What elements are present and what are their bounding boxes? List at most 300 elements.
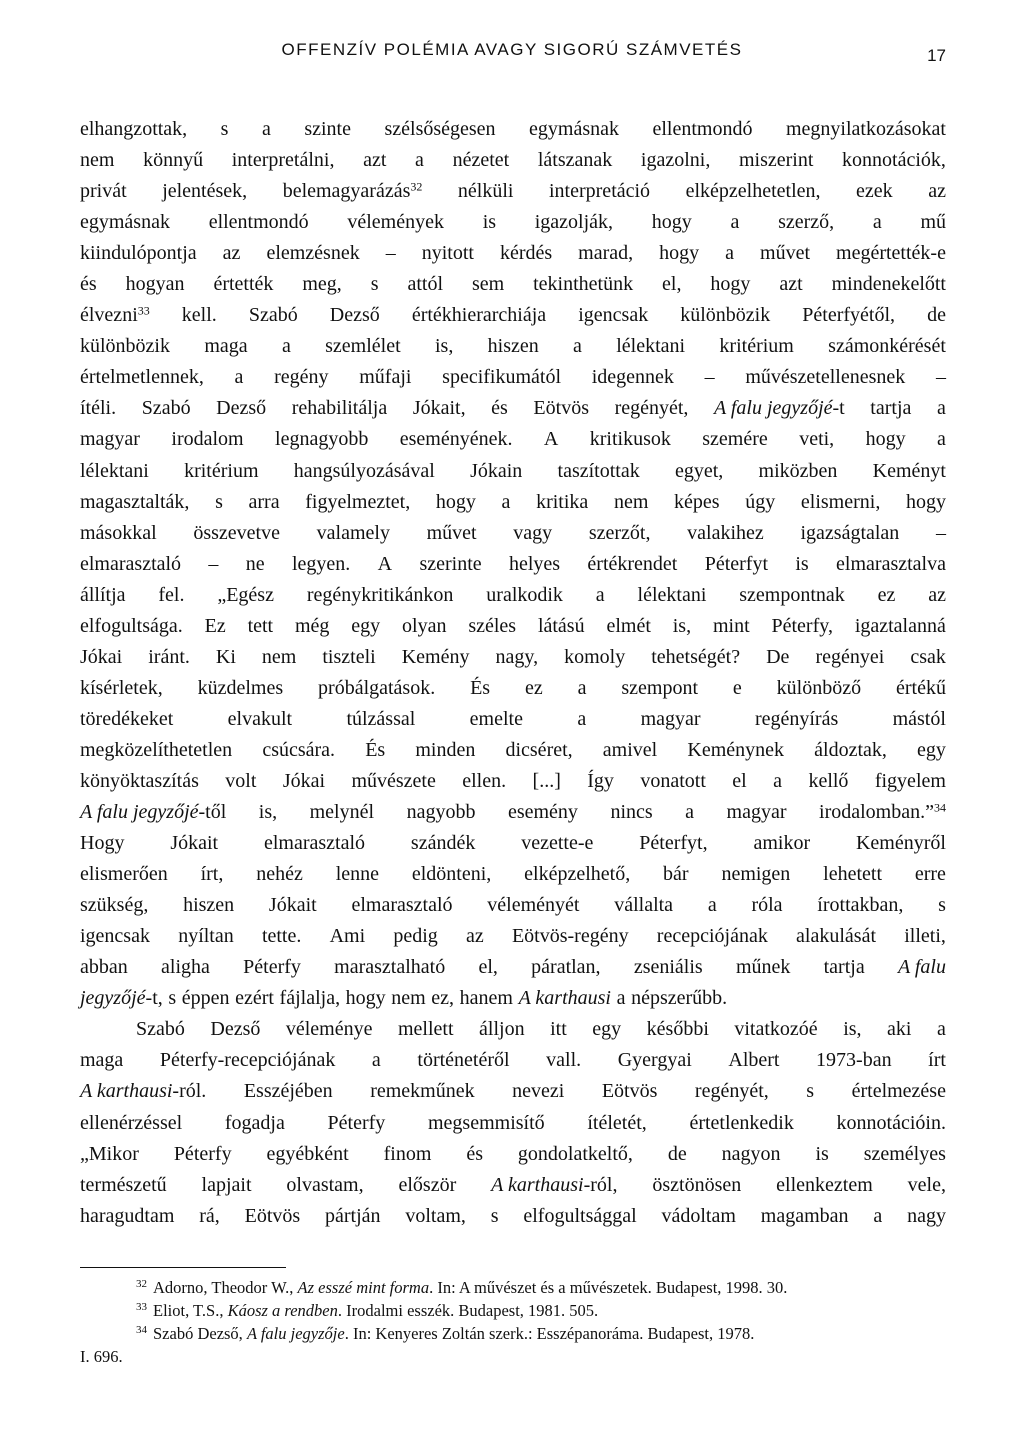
word: ez xyxy=(877,583,896,606)
text-line xyxy=(80,983,946,1014)
word: igaztalanná xyxy=(854,614,946,637)
word: álljon xyxy=(479,1018,525,1041)
word: Dezső xyxy=(210,1018,261,1041)
word: fogadja xyxy=(224,1111,285,1134)
word: rá, xyxy=(199,1204,220,1227)
word: volt xyxy=(225,769,257,792)
word: széles xyxy=(468,614,517,637)
word: regénykritikánkon xyxy=(306,583,454,606)
word: irodalom xyxy=(171,428,244,451)
word: ösztönösen xyxy=(652,1173,742,1196)
text-line xyxy=(80,362,946,393)
word: el, xyxy=(478,956,498,979)
body-text xyxy=(80,114,946,1232)
word: „Mikor xyxy=(80,1142,139,1165)
word: értékrendet xyxy=(587,552,678,575)
text-line xyxy=(80,890,946,921)
word: amivel xyxy=(602,738,658,761)
word: próbálgatások. xyxy=(318,676,436,699)
word: hogy xyxy=(345,987,386,1010)
word: tekinthetünk xyxy=(533,273,634,296)
word: s xyxy=(490,1204,499,1227)
word: műfaji xyxy=(359,366,412,389)
word: és xyxy=(466,1142,483,1165)
text-line xyxy=(80,642,946,673)
word: – xyxy=(704,366,715,389)
text-line xyxy=(80,1014,946,1045)
word: ez, xyxy=(431,987,455,1010)
word: a xyxy=(573,335,582,358)
word: véleményét xyxy=(487,894,580,917)
word: elmarasztaló xyxy=(351,894,453,917)
italic-title: A falu jegyzőjé xyxy=(714,397,833,420)
italic-title: A falu jegyzőjé xyxy=(80,801,199,824)
word: későbbi xyxy=(646,1018,709,1041)
word: ellen. xyxy=(462,769,507,792)
word: kritikusok xyxy=(589,428,671,451)
word: is xyxy=(815,1142,829,1165)
word: a xyxy=(595,583,605,606)
word: állítja xyxy=(80,583,126,606)
word: miszerint xyxy=(738,149,814,172)
word: túlzással xyxy=(346,707,416,730)
word: látású xyxy=(537,614,585,637)
word: igazolni, xyxy=(640,149,711,172)
word: művészetellenesnek xyxy=(745,366,906,389)
word: Péterfy, xyxy=(771,614,833,637)
word: finom xyxy=(383,1142,432,1165)
word: valamely xyxy=(316,521,390,544)
word: regényét, xyxy=(614,397,689,420)
word: tiszteli xyxy=(322,645,376,668)
word: konnotációk, xyxy=(842,149,946,172)
word: szempontnak xyxy=(739,583,845,606)
text-line xyxy=(80,704,946,735)
italic-title: A karthausi xyxy=(518,987,611,1010)
word: csúcsára. xyxy=(262,738,336,761)
word: idegennek xyxy=(591,366,674,389)
italic-title: A karthausi xyxy=(491,1173,584,1196)
word: másokkal xyxy=(80,521,157,544)
word: elemzésnek xyxy=(266,242,360,265)
word: csak xyxy=(910,645,946,668)
word: elmarasztaló xyxy=(263,832,366,855)
word: művészete xyxy=(351,769,436,792)
word: szerinte xyxy=(419,552,482,575)
word: Ami xyxy=(329,925,366,948)
word: kritika xyxy=(536,490,589,513)
word: belemagyarázás$^{32}$ xyxy=(282,179,423,203)
word: valakihez xyxy=(687,521,764,544)
text-line xyxy=(80,176,946,207)
word: lenne xyxy=(335,863,380,886)
word: elképzelhető, xyxy=(524,863,631,886)
word: Szabó xyxy=(136,1018,185,1041)
word: hogy xyxy=(905,490,946,513)
word: hiszen xyxy=(487,335,539,358)
page-number: 17 xyxy=(927,46,946,65)
text-line xyxy=(80,456,946,487)
word: lélektani xyxy=(80,459,149,482)
word: nem xyxy=(261,645,297,668)
footnote: $^{32}$ Adorno, Theodor W., Az esszé mint forma. In: A művészet és a művészetek. Budapest, 1998. 30. xyxy=(136,1277,788,1297)
word: s xyxy=(168,987,177,1010)
footnote: I. 696. xyxy=(80,1347,123,1366)
word: is, xyxy=(672,614,692,637)
word: tartja xyxy=(870,397,912,420)
word: Így xyxy=(587,769,614,792)
word: És xyxy=(470,676,491,699)
word: eseményének. xyxy=(399,428,513,451)
word: a xyxy=(577,676,587,699)
word: áldoztak, xyxy=(814,738,887,761)
word: taszítottak xyxy=(557,459,640,482)
word: egy xyxy=(592,1018,622,1041)
word: nincs xyxy=(610,801,653,824)
word: Eötvös-regény xyxy=(511,925,629,948)
word: elmarasztaló xyxy=(80,552,182,575)
word: írt xyxy=(928,1049,946,1072)
word: A falu jegyzőjé-től xyxy=(80,801,227,824)
word: tartja xyxy=(823,956,865,979)
word: aki xyxy=(887,1018,912,1041)
word: kellő xyxy=(808,769,849,792)
word: Eötvös xyxy=(601,1080,658,1103)
word: helyes xyxy=(508,552,561,575)
word: jelentések, xyxy=(162,180,248,203)
word: könnyű xyxy=(143,149,204,172)
word: lapjait xyxy=(201,1173,252,1196)
word: marad, xyxy=(578,242,634,265)
word: konnotációin. xyxy=(836,1111,946,1134)
word: művet xyxy=(426,521,477,544)
word: igencsak xyxy=(80,925,150,948)
word: ítéletét, xyxy=(587,1111,647,1134)
word: azt xyxy=(363,149,387,172)
word: hogy xyxy=(651,211,692,234)
word xyxy=(898,952,946,983)
word: tette. xyxy=(261,925,302,948)
word: vádoltam xyxy=(661,1204,736,1227)
word: történetéről xyxy=(417,1049,510,1072)
word: magyar xyxy=(640,707,701,730)
word: elfogultsága. xyxy=(80,614,183,637)
word: műnek xyxy=(735,956,791,979)
word: vonatott xyxy=(640,769,706,792)
word: a xyxy=(936,397,946,420)
word: Jókain xyxy=(470,459,523,482)
text-line xyxy=(80,1201,946,1232)
word: Péterfyt xyxy=(704,552,769,575)
word: látszanak xyxy=(537,149,613,172)
word: marasztalható xyxy=(334,956,446,979)
word: a xyxy=(281,335,291,358)
word: értelmezése xyxy=(851,1080,946,1103)
word: Dezső xyxy=(216,397,267,420)
text-line xyxy=(80,1108,946,1139)
word: egy xyxy=(917,738,946,761)
word: elhangzottak, xyxy=(80,118,188,140)
text-line xyxy=(80,518,946,549)
word: nézetet xyxy=(452,149,510,172)
word: összevetve xyxy=(193,521,280,544)
word: a xyxy=(685,801,695,824)
word: uralkodik xyxy=(486,583,563,606)
word: kísérletek, xyxy=(80,676,163,699)
word: ezek xyxy=(856,180,893,203)
word: nagyobb xyxy=(406,801,476,824)
word: páratlan, xyxy=(531,956,601,979)
word: elmarasztalva xyxy=(836,552,946,575)
word: elismerni, xyxy=(800,490,881,513)
word: Péterfy xyxy=(327,1111,386,1134)
word: melynél xyxy=(309,801,375,824)
word: ellenérzéssel xyxy=(80,1111,183,1134)
word: s xyxy=(806,1080,815,1103)
word: írottakban, xyxy=(817,894,904,917)
word: elmét xyxy=(606,614,651,637)
word: elfogultsággal xyxy=(523,1204,637,1227)
word: egymásnak xyxy=(80,211,170,234)
italic-title: Az esszé mint forma xyxy=(297,1278,430,1297)
word: különbözik xyxy=(80,335,170,358)
word: szerző, xyxy=(778,211,835,234)
word: a xyxy=(577,707,587,730)
word: a xyxy=(773,769,783,792)
word: mint xyxy=(712,614,750,637)
word: recepciójának xyxy=(656,925,768,948)
word: küzdelmes xyxy=(197,676,284,699)
text-line xyxy=(80,145,946,176)
word: s xyxy=(220,118,229,140)
word: És xyxy=(365,738,386,761)
text-line xyxy=(80,393,946,424)
word: regény xyxy=(274,366,329,389)
word: fel. xyxy=(158,583,185,606)
word: komoly xyxy=(564,645,626,668)
word: nem xyxy=(80,149,115,172)
word: regényét, xyxy=(694,1080,769,1103)
word: magyar xyxy=(726,801,787,824)
word: hangsúlyozásával xyxy=(293,459,435,482)
word: egymásnak xyxy=(529,118,620,140)
word: illeti, xyxy=(904,925,946,948)
word: igencsak xyxy=(578,304,649,327)
word: lélektani xyxy=(616,335,686,358)
word: róla xyxy=(751,894,783,917)
word: a xyxy=(936,1018,946,1041)
word: pártján xyxy=(325,1204,381,1227)
word: ez xyxy=(524,676,543,699)
word: lehetett xyxy=(823,863,883,886)
text-line xyxy=(80,673,946,704)
text-line xyxy=(80,735,946,766)
word: Dezső xyxy=(329,304,380,327)
word: Péterfy xyxy=(243,956,301,979)
word: értették xyxy=(213,273,274,296)
word: e xyxy=(732,676,742,699)
word: is, xyxy=(258,801,278,824)
word: eldönteni, xyxy=(411,863,492,886)
text-line xyxy=(80,300,946,331)
footnote-ref: 33 xyxy=(136,1300,147,1313)
word: először xyxy=(398,1173,457,1196)
word: abban xyxy=(80,956,128,979)
word: nem xyxy=(391,987,426,1010)
word: Albert xyxy=(728,1049,780,1072)
footnote: $^{34}$ Szabó Dezső, A falu jegyzője. In: Kenyeres Zoltán szerk.: Esszépanoráma. Budapest, 1978. xyxy=(136,1323,755,1343)
word: a xyxy=(261,118,271,140)
word: gondolatkeltő, xyxy=(517,1142,633,1165)
word: interpretáció xyxy=(549,180,651,203)
word: – xyxy=(385,242,396,265)
word: vállalta xyxy=(614,894,674,917)
text-line xyxy=(80,1170,946,1201)
word: [...] xyxy=(532,769,561,792)
word: de xyxy=(667,1142,687,1165)
word: nagy, xyxy=(495,645,539,668)
text-line xyxy=(80,580,946,611)
word: szemlélet xyxy=(325,335,401,358)
word: „Egész xyxy=(217,583,274,606)
word: véleménye xyxy=(285,1018,373,1041)
word: a xyxy=(616,987,626,1010)
word: az xyxy=(928,180,946,203)
word: mű xyxy=(920,211,946,234)
word: mástól xyxy=(892,707,946,730)
word: vagy xyxy=(513,521,553,544)
word: a xyxy=(415,149,424,172)
text-line xyxy=(80,859,946,890)
word: fájlalja, xyxy=(279,987,341,1010)
word: sem xyxy=(471,273,505,296)
text-line xyxy=(80,766,946,797)
text-line xyxy=(80,1045,946,1076)
word: megnyilatkozásokat xyxy=(785,118,946,140)
word: egyébként xyxy=(266,1142,349,1165)
word: hogy xyxy=(865,428,906,451)
word: de xyxy=(927,304,946,327)
word: egyet, xyxy=(674,459,724,482)
word: töredékeket xyxy=(80,707,174,730)
word: különbözik xyxy=(680,304,771,327)
word: Keményről xyxy=(855,832,946,855)
text-line xyxy=(80,921,946,952)
word: is, xyxy=(434,335,454,358)
word: a xyxy=(371,1049,381,1072)
word: itt xyxy=(550,1018,567,1041)
word: elismerően xyxy=(80,863,168,886)
word: vall. xyxy=(546,1049,582,1072)
word: s xyxy=(215,490,223,513)
word: hogy xyxy=(659,242,700,265)
word: figyelmeztet, xyxy=(305,490,411,513)
word: megértették-e xyxy=(836,242,946,265)
word: értelmetlennek, xyxy=(80,366,204,389)
word: kritérium xyxy=(184,459,259,482)
word: ezért xyxy=(235,987,274,1010)
word: pedig xyxy=(393,925,438,948)
word: még xyxy=(294,614,330,637)
running-head: OFFENZÍV POLÉMIA AVAGY SIGORÚ SZÁMVETÉS xyxy=(281,40,743,59)
word: igazolják, xyxy=(534,211,614,234)
text-line xyxy=(80,114,946,145)
word: privát xyxy=(80,180,127,203)
word: mellett xyxy=(398,1018,454,1041)
text-line xyxy=(80,611,946,642)
word: Keménynek xyxy=(687,738,785,761)
word: nemigen xyxy=(721,863,791,886)
word: magamban xyxy=(760,1204,849,1227)
word: értékhierarchiája xyxy=(411,304,547,327)
word: minden xyxy=(415,738,476,761)
word: voltam, xyxy=(405,1204,466,1227)
word: 1973-ban xyxy=(816,1049,892,1072)
word: s xyxy=(938,894,946,917)
text-line xyxy=(80,549,946,580)
footnote-ref: 32 xyxy=(410,179,423,194)
word: regényírás xyxy=(754,707,839,730)
word: ne xyxy=(245,552,265,575)
italic-title: A karthausi xyxy=(80,1080,173,1103)
word: számonkérését xyxy=(828,335,946,358)
text-line xyxy=(80,487,946,518)
word: Jókait xyxy=(170,832,219,855)
text-line xyxy=(80,331,946,362)
word: remekműnek xyxy=(370,1080,475,1103)
word: természetű xyxy=(80,1173,167,1196)
footnote: $^{33}$ Eliot, T.S., Káosz a rendben. Irodalmi esszék. Budapest, 1981. 505. xyxy=(136,1300,599,1320)
word: szinte xyxy=(304,118,351,140)
word: maga xyxy=(80,1049,124,1072)
word: esemény xyxy=(507,801,578,824)
word: Péterfyétől, xyxy=(802,304,896,327)
word: a xyxy=(730,211,740,234)
word: A xyxy=(543,428,559,451)
page-header xyxy=(0,40,1024,70)
word: művet xyxy=(760,242,811,265)
text-line xyxy=(80,238,946,269)
word: Keményt xyxy=(872,459,946,482)
word: Ez xyxy=(204,614,226,637)
word: veti, xyxy=(799,428,835,451)
word: megközelíthetetlen xyxy=(80,738,233,761)
word: az xyxy=(222,242,241,265)
word: olvastam, xyxy=(286,1173,364,1196)
word: ítéli. xyxy=(80,397,117,420)
word: bár xyxy=(663,863,689,886)
word: Eötvös xyxy=(244,1204,301,1227)
word: haragudtam xyxy=(80,1204,175,1227)
word: emelte xyxy=(469,707,523,730)
word: specifikumától xyxy=(442,366,562,389)
footnote-ref: 34 xyxy=(136,1323,147,1336)
text-line xyxy=(80,1076,946,1107)
word: A falu jegyzőjé-t xyxy=(714,397,845,420)
word: magasztalták, xyxy=(80,490,190,513)
footnote-divider xyxy=(80,1267,286,1268)
word: is xyxy=(482,211,497,234)
word: meg, xyxy=(302,273,342,296)
word: kritérium xyxy=(719,335,794,358)
word: megsemmisítő xyxy=(427,1111,545,1134)
word: a xyxy=(873,1204,883,1227)
word: miközben xyxy=(758,459,838,482)
word: vélemények xyxy=(347,211,444,234)
word: Hogy xyxy=(80,832,125,855)
word: iránt. xyxy=(148,645,190,668)
word: a xyxy=(937,428,946,451)
